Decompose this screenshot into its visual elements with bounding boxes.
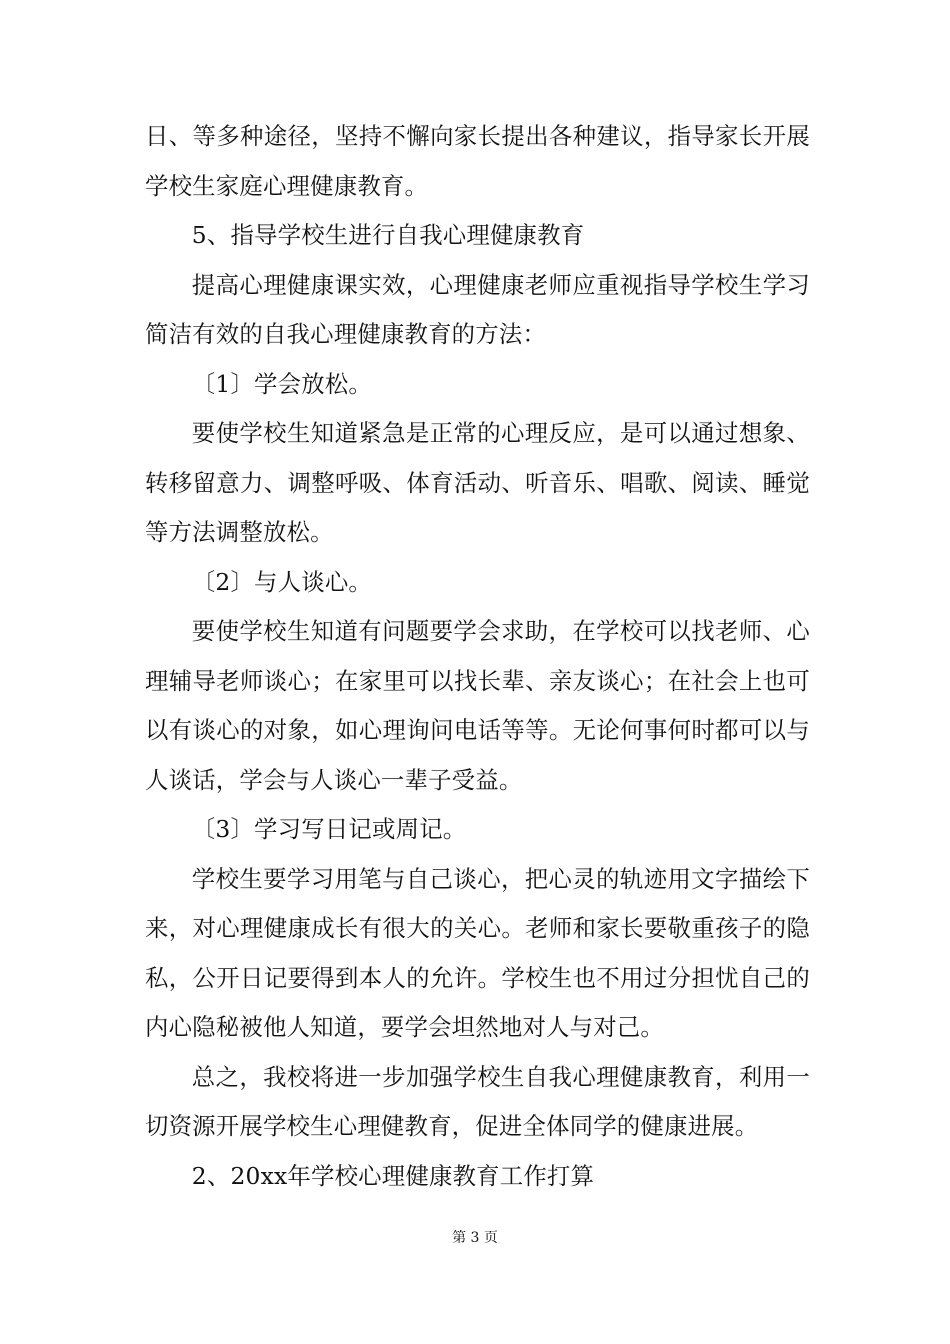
- paragraph-methods-intro: 提高心理健康课实效，心理健康老师应重视指导学校生学习简洁有效的自我心理健康教育的方法：: [145, 270, 810, 348]
- paragraph-continuation: 日、等多种途径，坚持不懈向家长提出各种建议，指导家长开展学校生家庭心理健康教育。: [145, 122, 810, 200]
- section-heading-self-education: 5、指导学校生进行自我心理健康教育: [191, 221, 585, 249]
- paragraph-talk: 要使学校生知道有问题要学会求助，在学校可以找老师、心理辅导老师谈心；在家里可以找长辈、亲友谈心；在社会上也可以有谈心的对象，如心理询问电话等等。无论何事何时都可以与人谈话，学会与人谈心一辈子受益。: [145, 617, 810, 794]
- subheading-talk: 〔2〕与人谈心。: [191, 567, 373, 596]
- section-heading-plan: 2、20xx年学校心理健康教育工作打算: [191, 1161, 595, 1190]
- paragraph-relax: 要使学校生知道紧急是正常的心理反应，是可以通过想象、转移留意力、调整呼吸、体育活动、听音乐、唱歌、阅读、睡觉等方法调整放松。: [145, 419, 810, 546]
- subheading-relax: 〔1〕学会放松。: [191, 369, 373, 398]
- document-body: [145, 112, 810, 1201]
- paragraph-diary: 学校生要学习用笔与自己谈心，把心灵的轨迹用文字描绘下来，对心理健康成长有很大的关心。老师和家长要敬重孩子的隐私，公开日记要得到本人的允许。学校生也不用过分担忧自己的内心隐秘被他人知道，要学会坦然地对人与对己。: [145, 864, 810, 1041]
- page-number: 第 3 页: [452, 1230, 498, 1246]
- subheading-diary: 〔3〕学习写日记或周记。: [191, 815, 467, 843]
- paragraph-summary: 总之，我校将进一步加强学校生自我心理健康教育，利用一切资源开展学校生心理健教育，促进全体同学的健康进展。: [145, 1062, 810, 1140]
